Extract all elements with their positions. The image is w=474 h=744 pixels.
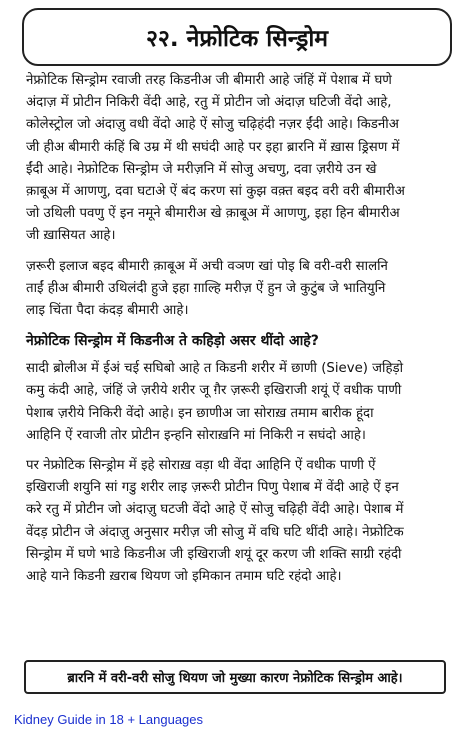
text-line: वेंदड़ प्रोटीन जे अंदाज़ु अनुसार मरीज़ जी सोजु में वधि घटि थींदी आहे। नेफ्रोटिक [26, 524, 404, 540]
text-line: सिन्ड्रोम में घणे भाडे किडनीअ जी इखिराजी शयूं दूर करण जी शक्ति साग्री रहंदी [26, 546, 402, 562]
text-line: पेशाब ज़रीये निकिरी वेंदो आहे। इन छाणीअ जा सोराख़ तमाम बारीक हूंदा [26, 405, 374, 421]
paragraph-1 [26, 70, 450, 248]
text-line: क़ाबूअ में आणणु, दवा घटाअे ऐं बंद करण सां कुझ वक़्त बइद वरी वरी बीमारीअ [26, 184, 405, 200]
text-line: लाइ चिंता पैदा कंदड़ बीमारी आहे। [26, 303, 189, 319]
text-line: ताईं हीअ बीमारी उथिलंदी हुजे इहा ग़ाल्हि मरीज़ ऐं हुन जे कुटुंब जे भातियुनि [26, 280, 386, 296]
text-line: जो उथिली पवणु ऐं इन नमूने बीमारीअ खे क़ाबूअ में आणणु, इहा हिन बीमारीअ [26, 206, 400, 222]
page-title: २२. नेफ्रोटिक सिन्ड्रोम [22, 8, 452, 66]
text-line: ज़रूरी इलाज बइद बीमारी क़ाबूअ में अची वञण खां पोइ बि वरी-वरी सालनि [26, 258, 388, 274]
content [26, 70, 450, 596]
paragraph-4 [26, 455, 450, 588]
paragraph-2 [26, 256, 450, 323]
text-line: आहे याने किडनी ख़राब थियण जो इमिकान तमाम घटि रहंदो आहे। [26, 569, 342, 585]
text-line: करे रतु में प्रोटीन जो अंदाज़ु घटजी वेंदो आहे ऐं सोजु चढ़िही वेंदी आहे। पेशाब में [26, 502, 404, 518]
text-line: जी हीअ बीमारी कंहिं बि उम्र में थी सघंदी आहे पर इहा ब्रारनि में ख़ास ड्रिसण में [26, 139, 400, 155]
text-line: पर नेफ्रोटिक सिन्ड्रोम में इहे सोराख़ वड़ा थी वेंदा आहिनि ऐं वधीक पाणी ऐं [26, 458, 376, 474]
footer-link[interactable]: Kidney Guide in 18 + Languages [14, 712, 204, 727]
text-line: आहिनि ऐं रवाजी तोर प्रोटीन इन्हनि सोराख़नि मां निकिरी न सघंदो आहे। [26, 427, 366, 443]
text-line: नेफ्रोटिक सिन्ड्रोम रवाजी तरह किडनीअ जी बीमारी आहे जंहिं में पेशाब में घणे [26, 73, 392, 88]
callout-box: ब्रारनि में वरी-वरी सोजु थियण जो मुख्या कारण नेफ्रोटिक सिन्ड्रोम आहे। [24, 660, 446, 694]
text-line: कमु कंदी आहे, जंहिं जे ज़रीये शरीर जू ग़ैर ज़रूरी इखिराजी शयूं ऐं वधीक पाणी [26, 383, 402, 399]
text-line: ईंदी आहे। नेफ्रोटिक सिन्ड्रोम जे मरीज़नि में सोजु अचणु, दवा ज़रीये उन खे [26, 161, 377, 177]
text-line: इखिराजी शयुनि सां गडु शरीर लाइ ज़रूरी प्रोटीन पिणु पेशाब में वेंदी आहे ऐं इन [26, 480, 399, 496]
text-line: कोलेस्ट्रोल जो अंदाज़ु वधी वेंदो आहे ऐं सोजु चढ़िहंदी नज़र ईंदी आहे। किडनीअ [26, 117, 399, 133]
paragraph-3 [26, 358, 450, 447]
text-line: अंदाज़ में प्रोटीन निकिरी वेंदी आहे, रतु में प्रोटीन जो अंदाज़ घटिजी वेंदो आहे, [26, 95, 392, 111]
section-heading: नेफ्रोटिक सिन्ड्रोम में किडनीअ ते कहिड़ो असर थींदो आहे? [26, 333, 319, 350]
text-line: सादी ब्रोलीअ में ईअं चई सघिबो आहे त किडनी शरीर में छाणी (Sieve) जहिड़ो [26, 361, 404, 377]
text-line: जी ख़ासियत आहे। [26, 228, 116, 244]
